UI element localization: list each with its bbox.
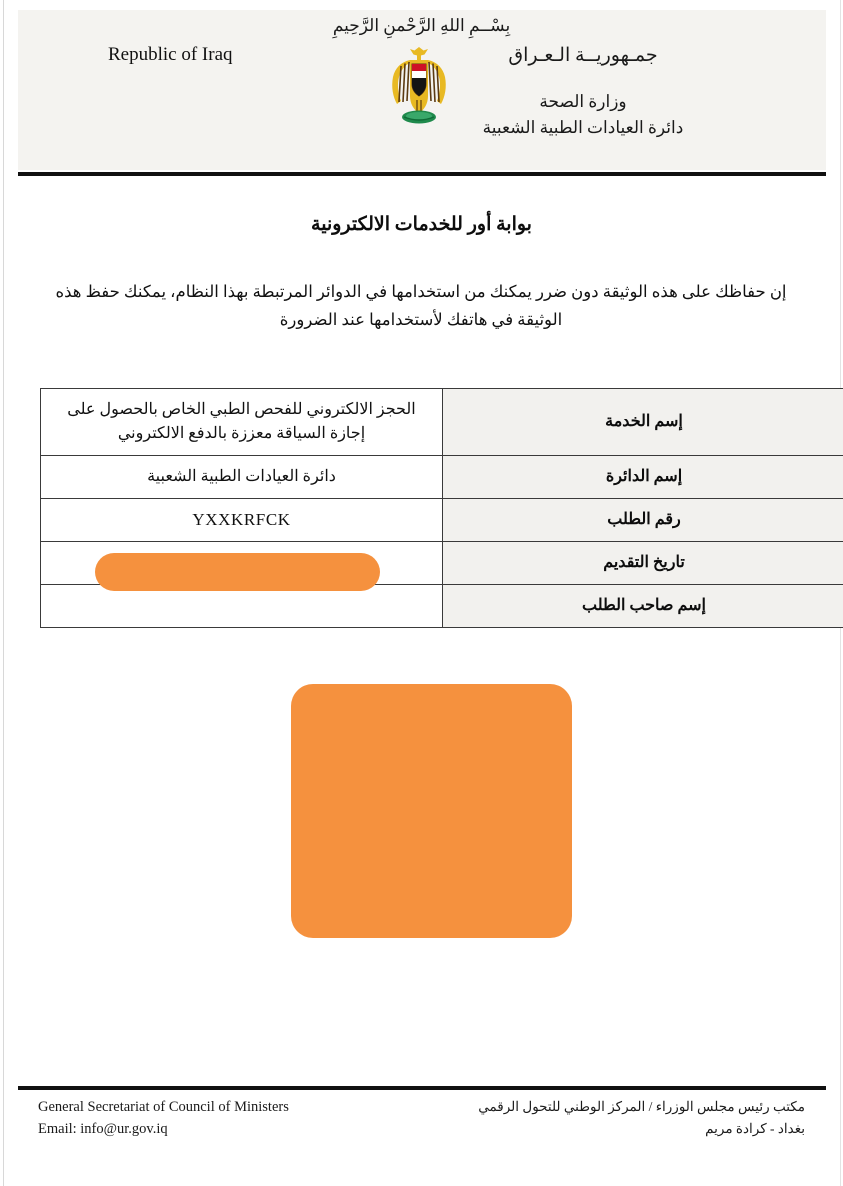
redacted-applicant-name — [95, 553, 380, 591]
row-value: الحجز الالكتروني للفحص الطبي الخاص بالحصول على إجازة السياقة معززة بالدفع الالكتروني — [41, 389, 443, 456]
footer-address-ar: بغداد - كرادة مريم — [705, 1121, 805, 1137]
basmala-text: بِسْــمِ اللهِ الرَّحْمنِ الرَّحِيمِ — [332, 16, 511, 35]
republic-of-iraq-label: Republic of Iraq — [108, 44, 233, 65]
row-label: إسم صاحب الطلب — [443, 585, 843, 628]
republic-of-iraq-arabic: جمـهوريــة الـعـراق — [508, 45, 658, 66]
footer-english-block — [38, 1096, 289, 1141]
footer-organization-ar: مكتب رئيس مجلس الوزراء / المركز الوطني للتحول الرقمي — [478, 1099, 805, 1114]
department-label: دائرة العيادات الطبية الشعبية — [482, 117, 684, 137]
header-divider — [18, 172, 826, 176]
ministry-of-health-label: وزارة الصحة — [539, 92, 627, 111]
footer-email[interactable]: Email: info@ur.gov.iq — [38, 1121, 168, 1138]
row-label: إسم الخدمة — [443, 389, 843, 456]
row-value: دائرة العيادات الطبية الشعبية — [41, 456, 443, 499]
row-label: إسم الدائرة — [443, 456, 843, 499]
row-label: رقم الطلب — [443, 499, 843, 542]
row-value-request-number: YXXKRFCK — [41, 499, 443, 542]
page-edge-left — [3, 0, 4, 1186]
table-row — [41, 389, 843, 456]
table-row — [41, 499, 843, 542]
footer-organization-en: General Secretariat of Council of Ministers — [38, 1099, 289, 1115]
footer-arabic-block — [478, 1096, 805, 1141]
row-label: تاريخ التقديم — [443, 542, 843, 585]
header-arabic-block — [383, 44, 783, 140]
request-info-table — [40, 388, 843, 628]
redacted-qr-code — [291, 684, 572, 938]
table-row — [41, 456, 843, 499]
intro-paragraph: إن حفاظك على هذه الوثيقة دون ضرر يمكنك من استخدامها في الدوائر المرتبطة بهذا النظام، يمكنك حفظ هذه الوثيقة في هاتفك لأستخدامها عند الضرورة — [55, 282, 787, 330]
footer-divider — [18, 1086, 826, 1090]
page-title: بوابة أور للخدمات الالكترونية — [311, 214, 532, 235]
